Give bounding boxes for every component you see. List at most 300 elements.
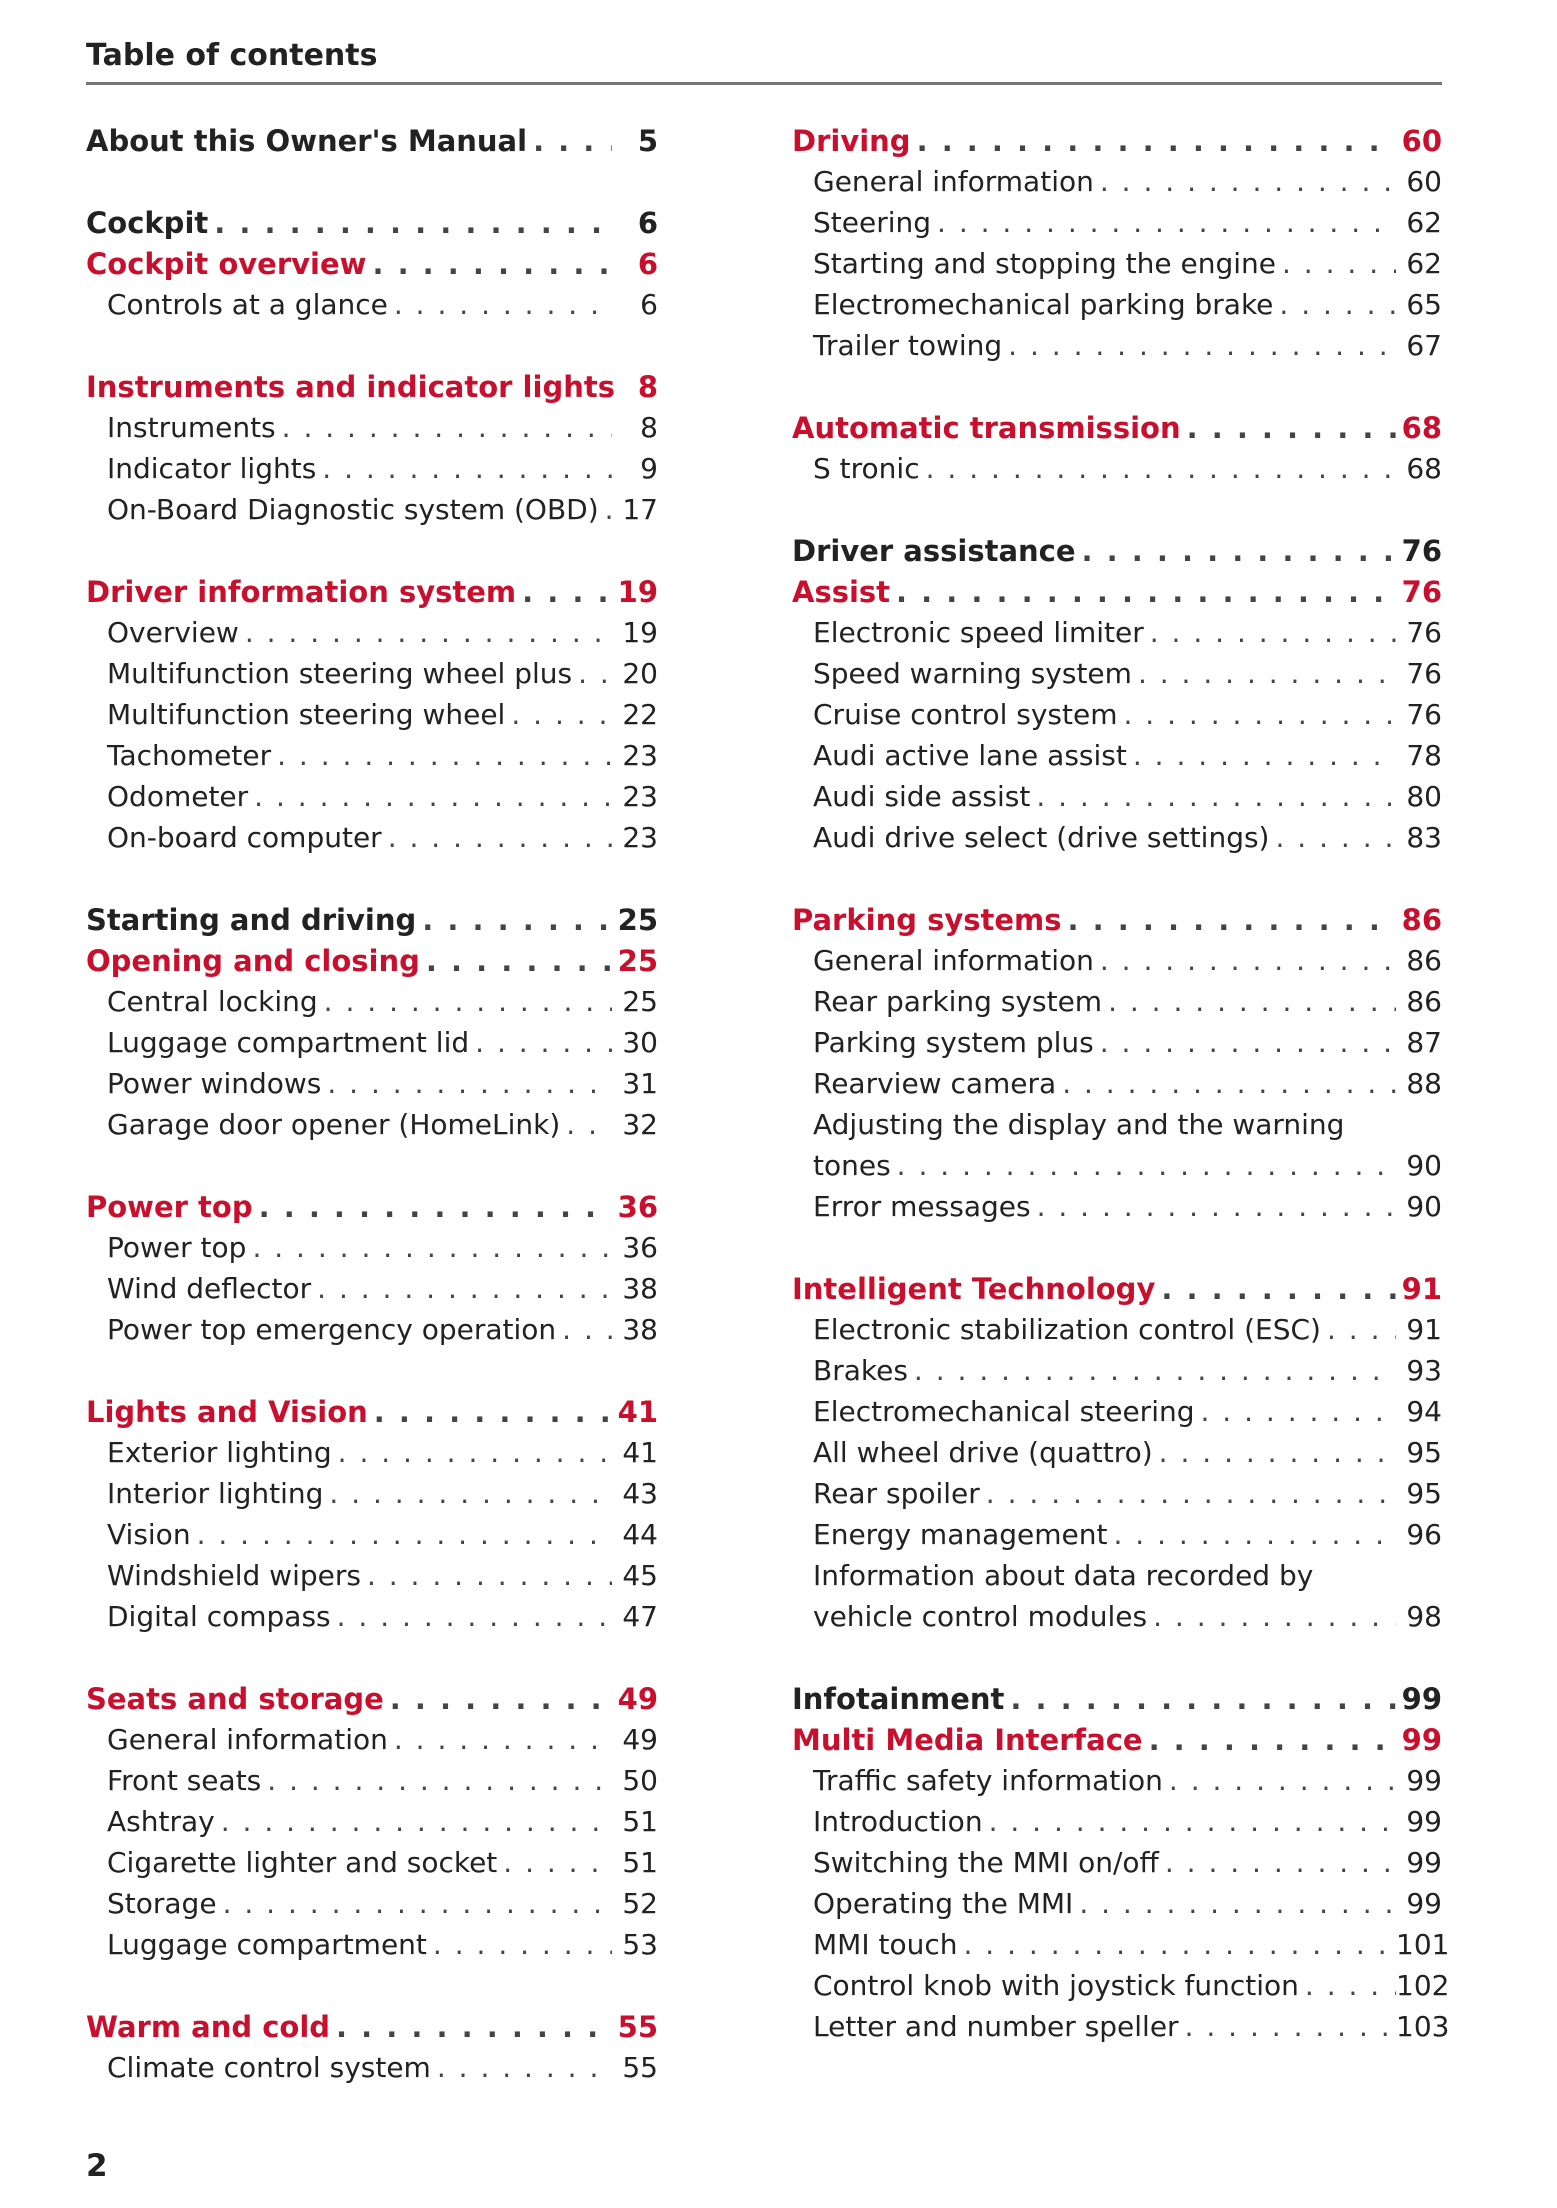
toc-entry-page: 96	[1406, 1518, 1442, 1551]
toc-entry-page: 23	[622, 739, 658, 772]
toc-dot-leader	[317, 1272, 612, 1305]
toc-dot-leader	[1010, 1682, 1396, 1716]
toc-entry-title: Seats and storage	[86, 1682, 384, 1716]
toc-entry-page: 95	[1406, 1477, 1442, 1510]
toc-spacer	[86, 165, 658, 206]
toc-entry-title: General information	[107, 1723, 388, 1756]
toc-entry	[86, 452, 658, 493]
toc-dot-leader	[426, 944, 612, 978]
toc-entry-title: Instruments and indicator lights	[86, 370, 615, 404]
toc-entry-title: Storage	[107, 1887, 217, 1920]
toc-dot-leader	[1100, 165, 1396, 198]
toc-entry-page: 30	[622, 1026, 658, 1059]
toc-spacer	[86, 862, 658, 903]
toc-dot-leader	[1150, 616, 1396, 649]
toc-entry	[86, 1846, 658, 1887]
toc-entry-page: 47	[622, 1600, 658, 1633]
toc-entry-page: 23	[622, 780, 658, 813]
toc-entry	[86, 616, 658, 657]
toc-entry	[86, 821, 658, 862]
page-title: Table of contents	[86, 38, 378, 73]
toc-entry-title: Instruments	[107, 411, 276, 444]
toc-entry-title: Driving	[792, 124, 911, 158]
toc-entry-title: tones	[813, 1149, 891, 1182]
toc-entry	[86, 1026, 658, 1067]
toc-entry	[86, 657, 658, 698]
toc-entry-page: 6	[640, 288, 658, 321]
toc-entry-page: 49	[622, 1723, 658, 1756]
toc-dot-leader	[914, 1354, 1396, 1387]
toc-entry-page: 25	[617, 944, 658, 978]
toc-dot-leader	[533, 124, 612, 158]
toc-dot-leader	[963, 1928, 1396, 1961]
toc-dot-leader	[1149, 1723, 1396, 1757]
toc-entry	[792, 1313, 1442, 1354]
toc-section-entry	[792, 1272, 1442, 1313]
toc-dot-leader	[1100, 1026, 1396, 1059]
toc-entry-title: Trailer towing	[813, 329, 1003, 362]
toc-entry-page: 41	[617, 1395, 658, 1429]
toc-dot-leader	[254, 780, 612, 813]
toc-entry-title: Tachometer	[107, 739, 272, 772]
toc-entry-title: On-board computer	[107, 821, 382, 854]
toc-entry-page: 17	[622, 493, 658, 526]
toc-entry-title: Indicator lights	[107, 452, 317, 485]
toc-entry	[792, 1354, 1442, 1395]
toc-entry-page: 52	[622, 1887, 658, 1920]
toc-section-entry	[86, 1190, 658, 1231]
toc-entry-title: Switching the MMI on/off	[813, 1846, 1159, 1879]
toc-entry-title: Speed warning system	[813, 657, 1132, 690]
toc-entry-page: 49	[617, 1682, 658, 1716]
toc-dot-leader	[1108, 985, 1396, 1018]
toc-entry	[792, 985, 1442, 1026]
toc-entry-title: Audi drive select (drive settings)	[813, 821, 1270, 854]
toc-entry-page: 8	[637, 370, 658, 404]
toc-dot-leader	[1169, 1764, 1396, 1797]
toc-entry-page: 78	[1406, 739, 1442, 772]
toc-entry-title: S tronic	[813, 452, 920, 485]
toc-dot-leader	[394, 288, 612, 321]
toc-entry	[86, 1108, 658, 1149]
toc-entry	[792, 329, 1442, 370]
page-number: 2	[86, 2148, 108, 2184]
toc-dot-leader	[1124, 698, 1397, 731]
toc-entry-title: All wheel drive (quattro)	[813, 1436, 1153, 1469]
toc-dot-leader	[926, 452, 1396, 485]
toc-dot-leader	[1327, 1313, 1396, 1346]
toc-section-entry	[86, 1682, 658, 1723]
toc-entry-title: Introduction	[813, 1805, 983, 1838]
toc-entry-title: Central locking	[107, 985, 318, 1018]
toc-entry	[792, 452, 1442, 493]
toc-dot-leader	[1279, 288, 1396, 321]
toc-dot-leader	[1114, 1518, 1397, 1551]
toc-dot-leader	[937, 206, 1396, 239]
toc-entry-title: Windshield wipers	[107, 1559, 361, 1592]
toc-section-entry	[86, 575, 658, 616]
toc-entry-page: 6	[637, 247, 658, 281]
toc-entry-page: 99	[1406, 1846, 1442, 1879]
toc-entry-title: Starting and stopping the engine	[813, 247, 1276, 280]
toc-entry	[792, 944, 1442, 985]
toc-entry-title: MMI touch	[813, 1928, 958, 1961]
toc-entry-title: Odometer	[107, 780, 249, 813]
toc-entry-page: 31	[622, 1067, 658, 1100]
toc-entry-title: Wind deflector	[107, 1272, 312, 1305]
toc-entry-title: Intelligent Technology	[792, 1272, 1156, 1306]
toc-entry-title: Brakes	[813, 1354, 908, 1387]
toc-entry-page: 83	[1406, 821, 1442, 854]
toc-dot-leader	[394, 1723, 612, 1756]
toc-entry	[86, 1887, 658, 1928]
toc-entry-page: 38	[622, 1272, 658, 1305]
toc-entry	[86, 1313, 658, 1354]
toc-entry-page: 88	[1406, 1067, 1442, 1100]
toc-dot-leader	[1062, 1067, 1396, 1100]
toc-dot-leader	[437, 2051, 612, 2084]
toc-spacer	[86, 1354, 658, 1395]
toc-dot-leader	[1282, 247, 1396, 280]
toc-entry-title: Climate control system	[107, 2051, 431, 2084]
toc-entry-title: Front seats	[107, 1764, 262, 1797]
toc-entry-page: 38	[622, 1313, 658, 1346]
toc-entry-title: Cockpit overview	[86, 247, 367, 281]
toc-entry-page: 101	[1396, 1928, 1450, 1961]
toc-section-entry	[86, 1395, 658, 1436]
toc-entry	[86, 1764, 658, 1805]
toc-entry	[792, 1067, 1442, 1108]
toc-entry	[86, 1723, 658, 1764]
toc-dot-leader	[522, 575, 612, 609]
toc-dot-leader	[338, 1436, 612, 1469]
toc-entry	[86, 1518, 658, 1559]
toc-entry-title: Luggage compartment lid	[107, 1026, 470, 1059]
toc-dot-leader	[329, 1477, 612, 1510]
toc-dot-leader	[1161, 1272, 1396, 1306]
toc-entry-page: 32	[622, 1108, 658, 1141]
toc-entry-page: 98	[1406, 1600, 1442, 1633]
toc-dot-leader	[390, 1682, 612, 1716]
toc-entry-page: 19	[622, 616, 658, 649]
toc-section-entry	[792, 124, 1442, 165]
toc-entry-title: Electronic speed limiter	[813, 616, 1144, 649]
toc-entry	[86, 698, 658, 739]
toc-entry-title: Parking system plus	[813, 1026, 1094, 1059]
toc-dot-leader	[1201, 1395, 1397, 1428]
toc-entry-title: Rearview camera	[813, 1067, 1057, 1100]
toc-spacer	[86, 1641, 658, 1682]
toc-section-entry	[86, 2010, 658, 2051]
toc-entry-title: Driver assistance	[792, 534, 1076, 568]
toc-entry-title: Energy management	[813, 1518, 1108, 1551]
toc-dot-leader	[336, 2010, 612, 2044]
toc-entry-title: Automatic transmission	[792, 411, 1181, 445]
toc-entry-page: 102	[1396, 1969, 1450, 2002]
toc-entry-page: 5	[637, 124, 658, 158]
toc-entry-title: Assist	[792, 575, 891, 609]
toc-entry	[792, 1518, 1442, 1559]
toc-entry	[86, 1559, 658, 1600]
toc-entry	[792, 1395, 1442, 1436]
toc-entry-page: 50	[622, 1764, 658, 1797]
toc-entry-title: Audi side assist	[813, 780, 1031, 813]
toc-entry-page: 51	[622, 1805, 658, 1838]
toc-entry-title: General information	[813, 944, 1094, 977]
toc-entry-page: 22	[622, 698, 658, 731]
toc-entry	[792, 1477, 1442, 1518]
toc-entry-page: 94	[1406, 1395, 1442, 1428]
toc-entry	[792, 780, 1442, 821]
toc-entry-title: vehicle control modules	[813, 1600, 1148, 1633]
toc-dot-leader	[511, 698, 612, 731]
toc-entry	[792, 1149, 1442, 1190]
toc-dot-leader	[1275, 821, 1396, 854]
toc-entry	[792, 1764, 1442, 1805]
toc-dot-leader	[433, 1928, 612, 1961]
toc-spacer	[792, 1231, 1442, 1272]
toc-entry-page: 86	[1406, 944, 1442, 977]
toc-entry	[792, 739, 1442, 780]
toc-dot-leader	[1082, 534, 1396, 568]
toc-entry-title: Rear spoiler	[813, 1477, 980, 1510]
toc-entry-title: Rear parking system	[813, 985, 1103, 1018]
toc-entry	[86, 2051, 658, 2092]
toc-spacer	[86, 329, 658, 370]
toc-entry-title: Infotainment	[792, 1682, 1005, 1716]
toc-dot-leader	[475, 1026, 612, 1059]
toc-entry-title: Traffic safety information	[813, 1764, 1163, 1797]
toc-dot-leader	[245, 616, 612, 649]
toc-spacer	[792, 862, 1442, 903]
toc-dot-leader	[1037, 1190, 1396, 1223]
toc-dot-leader	[578, 657, 612, 690]
toc-dot-leader	[1068, 903, 1396, 937]
toc-entry-page: 19	[617, 575, 658, 609]
toc-spacer	[792, 370, 1442, 411]
toc-entry	[86, 288, 658, 329]
toc-entry-page: 99	[1401, 1682, 1442, 1716]
toc-entry	[792, 1969, 1450, 2010]
toc-entry-page: 95	[1406, 1436, 1442, 1469]
toc-entry-page: 8	[640, 411, 658, 444]
toc-entry	[86, 1477, 658, 1518]
toc-dot-leader	[259, 1190, 612, 1224]
toc-dot-leader	[1187, 411, 1396, 445]
toc-entry	[792, 657, 1442, 698]
toc-entry-page: 93	[1406, 1354, 1442, 1387]
toc-entry	[792, 247, 1442, 288]
toc-entry-title: Overview	[107, 616, 239, 649]
toc-entry-title: Power top	[107, 1231, 247, 1264]
toc-entry-page: 76	[1401, 575, 1442, 609]
toc-entry-page: 51	[622, 1846, 658, 1879]
toc-entry-page: 44	[622, 1518, 658, 1551]
toc-spacer	[86, 534, 658, 575]
toc-dot-leader	[1100, 944, 1396, 977]
toc-entry-page: 99	[1406, 1805, 1442, 1838]
toc-dot-leader	[252, 1231, 612, 1264]
toc-entry-title: Ashtray	[107, 1805, 215, 1838]
toc-entry-page: 25	[622, 985, 658, 1018]
toc-entry-title: Information about data recorded by	[813, 1559, 1314, 1592]
toc-dot-leader	[1138, 657, 1396, 690]
toc-dot-leader	[1165, 1846, 1396, 1879]
toc-entry-title: Electronic stabilization control (ESC)	[813, 1313, 1321, 1346]
toc-entry-page: 55	[617, 2010, 658, 2044]
toc-section-entry	[86, 903, 658, 944]
toc-dot-leader	[372, 247, 612, 281]
toc-dot-leader	[917, 124, 1396, 158]
toc-entry-page: 43	[622, 1477, 658, 1510]
toc-section-entry	[86, 124, 658, 165]
toc-entry-page: 103	[1396, 2010, 1450, 2043]
toc-entry-title: Cruise control system	[813, 698, 1118, 731]
toc-entry	[792, 698, 1442, 739]
toc-entry	[86, 985, 658, 1026]
toc-dot-leader	[221, 1805, 612, 1838]
toc-entry-title: Cockpit	[86, 206, 209, 240]
toc-dot-leader	[422, 903, 612, 937]
toc-entry-title: Parking systems	[792, 903, 1062, 937]
toc-entry	[86, 1600, 658, 1641]
toc-dot-leader	[503, 1846, 612, 1879]
toc-entry-title: Controls at a glance	[107, 288, 388, 321]
toc-entry-title: Letter and number speller	[813, 2010, 1179, 2043]
toc-entry-title: About this Owner's Manual	[86, 124, 528, 158]
toc-entry-title: Opening and closing	[86, 944, 420, 978]
toc-entry-title: Multi Media Interface	[792, 1723, 1143, 1757]
toc-entry	[792, 288, 1442, 329]
toc-entry-page: 53	[622, 1928, 658, 1961]
toc-entry-title: Exterior lighting	[107, 1436, 332, 1469]
toc-dot-leader	[282, 411, 612, 444]
toc-entry	[792, 1026, 1442, 1067]
toc-entry-title: Electromechanical parking brake	[813, 288, 1274, 321]
toc-dot-leader	[897, 1149, 1396, 1182]
toc-entry-title: Steering	[813, 206, 932, 239]
toc-entry-title: Power windows	[107, 1067, 322, 1100]
toc-dot-leader	[566, 1108, 612, 1141]
toc-entry	[792, 2010, 1450, 2051]
toc-dot-leader	[1008, 329, 1396, 362]
toc-entry-page: 25	[617, 903, 658, 937]
toc-entry-page: 76	[1406, 698, 1442, 731]
toc-entry-page: 86	[1401, 903, 1442, 937]
toc-section-entry	[86, 944, 658, 985]
toc-entry-page: 45	[622, 1559, 658, 1592]
toc-dot-leader	[374, 1395, 612, 1429]
toc-entry-page: 41	[622, 1436, 658, 1469]
toc-entry-page: 90	[1406, 1149, 1442, 1182]
toc-entry-page: 87	[1406, 1026, 1442, 1059]
toc-entry-title: Error messages	[813, 1190, 1031, 1223]
toc-spacer	[792, 1641, 1442, 1682]
toc-entry-page: 6	[637, 206, 658, 240]
toc-entry-title: Starting and driving	[86, 903, 417, 937]
toc-column-left	[86, 124, 658, 2092]
toc-dot-leader	[1036, 780, 1396, 813]
toc-section-entry	[792, 411, 1442, 452]
toc-section-entry	[792, 1723, 1442, 1764]
header-divider	[86, 82, 1442, 85]
toc-dot-leader	[197, 1518, 612, 1551]
toc-entry-page: 20	[622, 657, 658, 690]
toc-entry-title: Interior lighting	[107, 1477, 324, 1510]
toc-entry	[792, 206, 1442, 247]
toc-section-entry	[86, 370, 658, 411]
toc-entry-title: Power top	[86, 1190, 253, 1224]
toc-spacer	[86, 1969, 658, 2010]
toc-entry-page: 62	[1406, 206, 1442, 239]
toc-entry-title: Cigarette lighter and socket	[107, 1846, 498, 1879]
toc-dot-leader	[327, 1067, 612, 1100]
toc-entry	[792, 1887, 1442, 1928]
toc-entry	[86, 780, 658, 821]
toc-entry-title: On-Board Diagnostic system (OBD)	[107, 493, 599, 526]
toc-dot-leader	[1305, 1969, 1396, 2002]
toc-entry-page: 91	[1401, 1272, 1442, 1306]
toc-entry-page: 99	[1406, 1764, 1442, 1797]
toc-entry-title: Power top emergency operation	[107, 1313, 557, 1346]
toc-dot-leader	[388, 821, 612, 854]
toc-entry-title: Warm and cold	[86, 2010, 331, 2044]
toc-entry	[792, 616, 1442, 657]
toc-dot-leader	[322, 452, 612, 485]
toc-dot-leader	[223, 1887, 612, 1920]
toc-entry-page: 67	[1406, 329, 1442, 362]
toc-entry-title: General information	[813, 165, 1094, 198]
toc-dot-leader	[214, 206, 612, 240]
toc-dot-leader	[337, 1600, 612, 1633]
toc-section-entry	[792, 575, 1442, 616]
toc-entry-page: 91	[1406, 1313, 1442, 1346]
toc-entry-page: 86	[1406, 985, 1442, 1018]
toc-dot-leader	[367, 1559, 612, 1592]
toc-entry-page: 23	[622, 821, 658, 854]
toc-entry-page: 36	[617, 1190, 658, 1224]
toc-entry	[86, 1272, 658, 1313]
toc-entry	[86, 493, 658, 534]
toc-spacer	[792, 493, 1442, 534]
toc-dot-leader	[1159, 1436, 1396, 1469]
toc-entry	[792, 1805, 1442, 1846]
toc-section-entry	[792, 903, 1442, 944]
toc-dot-leader	[605, 493, 612, 526]
toc-entry-page: 55	[622, 2051, 658, 2084]
toc-entry-page: 60	[1401, 124, 1442, 158]
toc-entry	[792, 1559, 1442, 1600]
toc-dot-leader	[1153, 1600, 1396, 1633]
toc-entry	[792, 165, 1442, 206]
toc-entry-page: 60	[1406, 165, 1442, 198]
toc-entry-page: 90	[1406, 1190, 1442, 1223]
toc-section-entry	[86, 247, 658, 288]
toc-spacer	[86, 1149, 658, 1190]
toc-dot-leader	[1133, 739, 1396, 772]
toc-entry-page: 68	[1401, 411, 1442, 445]
toc-entry-page: 62	[1406, 247, 1442, 280]
toc-entry-title: Operating the MMI	[813, 1887, 1074, 1920]
toc-entry	[86, 739, 658, 780]
toc-entry	[792, 821, 1442, 862]
toc-section-entry	[86, 206, 658, 247]
toc-entry-page: 76	[1406, 657, 1442, 690]
toc-entry	[86, 1067, 658, 1108]
toc-entry	[86, 1805, 658, 1846]
toc-entry	[86, 411, 658, 452]
toc-dot-leader	[267, 1764, 612, 1797]
